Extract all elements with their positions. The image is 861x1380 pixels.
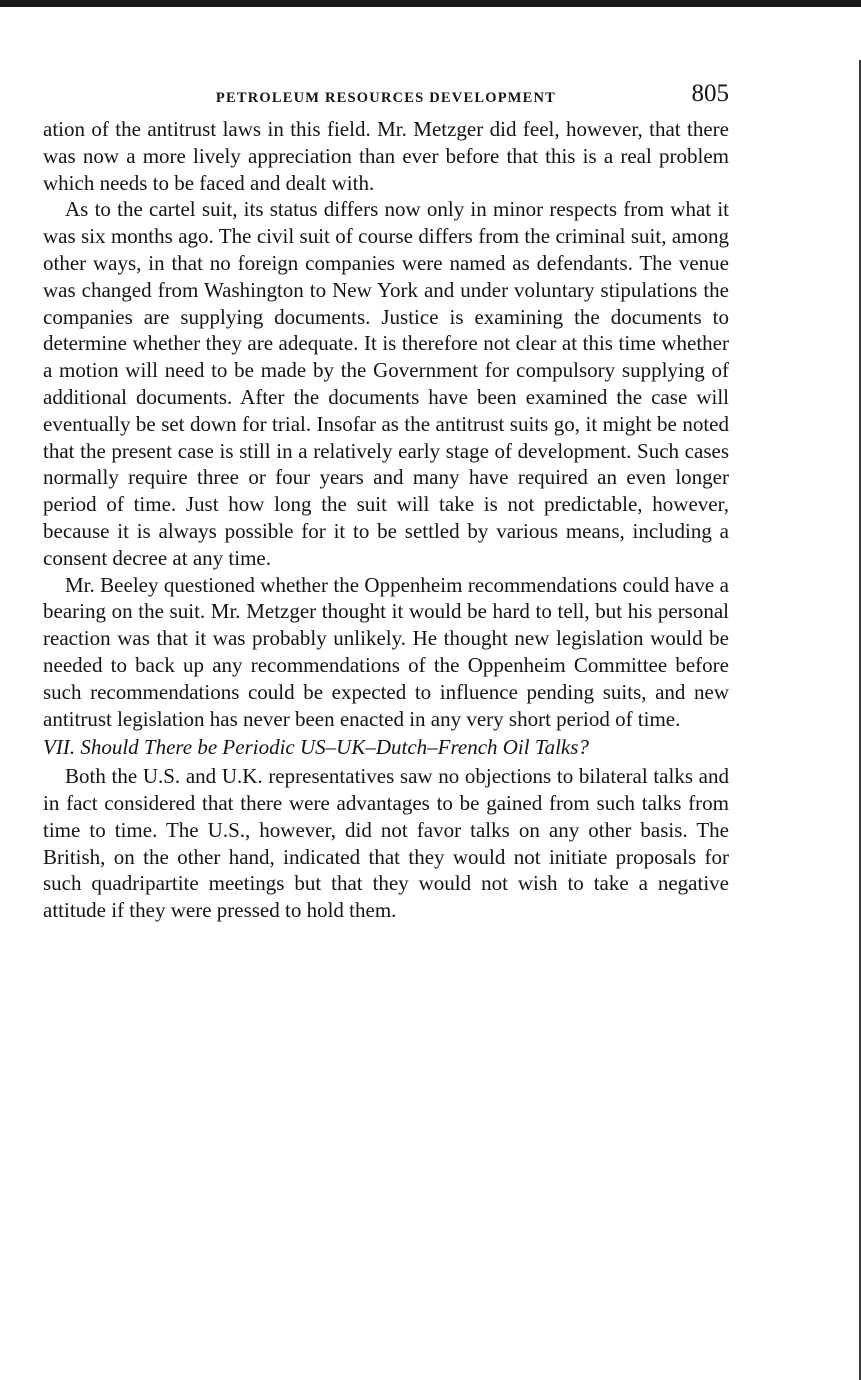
- paragraph-continued: ation of the antitrust laws in this field. Mr. Metzger did feel, however, that there was now a more lively appreciation than ever before that this is a real problem which needs to be faced and dealt with.: [43, 117, 729, 195]
- page-header: [43, 80, 729, 116]
- scan-top-border: [0, 0, 861, 7]
- page-number: 805: [691, 80, 729, 107]
- running-head: PETROLEUM RESOURCES DEVELOPMENT: [215, 90, 557, 106]
- paragraph-oppenheim: Mr. Beeley questioned whether the Oppenheim recommendations could have a bearing on the suit. Mr. Metzger thought it would be hard to tell, but his personal reaction was that it was probably unlikely. He thought new legislation would be needed to back up any recommendations of the Oppenheim Committee before such recommendations could be expected to influence pending suits, and new antitrust legislation has never been enacted in any very short period of time.: [43, 572, 729, 731]
- document-body: [43, 116, 729, 924]
- paragraph-cartel-suit: As to the cartel suit, its status differs now only in minor respects from what it was six months ago. The civil suit of course differs from the criminal suit, among other ways, in that no foreign companies were named as defendants. The venue was changed from Washington to New York and under voluntary stipulations the companies are supplying documents. Justice is examining the documents to determine whether they are adequate. It is therefore not clear at this time whether a motion will need to be made by the Government for compulsory supplying of additional documents. After the documents have been examined the case will eventually be set down for trial. Insofar as the antitrust suits go, it might be noted that the present case is still in a relatively early stage of development. Such cases normally require three or four years and many have required an even longer period of time. Just how long the suit will take is not predictable, however, because it is always possible for it to be settled by various means, including a consent decree at any time.: [43, 197, 729, 570]
- document-page: [43, 80, 729, 924]
- section-heading-vii: VII. Should There be Periodic US–UK–Dutch–French Oil Talks?: [43, 735, 589, 760]
- paragraph-bilateral-talks: Both the U.S. and U.K. representatives saw no objections to bilateral talks and in fact considered that there were advantages to be gained from such talks from time to time. The U.S., however, did not favor talks on any other basis. The British, on the other hand, indicated that they would not initiate proposals for such quadripartite meetings but that they would not wish to take a negative attitude if they were pressed to hold them.: [43, 764, 729, 923]
